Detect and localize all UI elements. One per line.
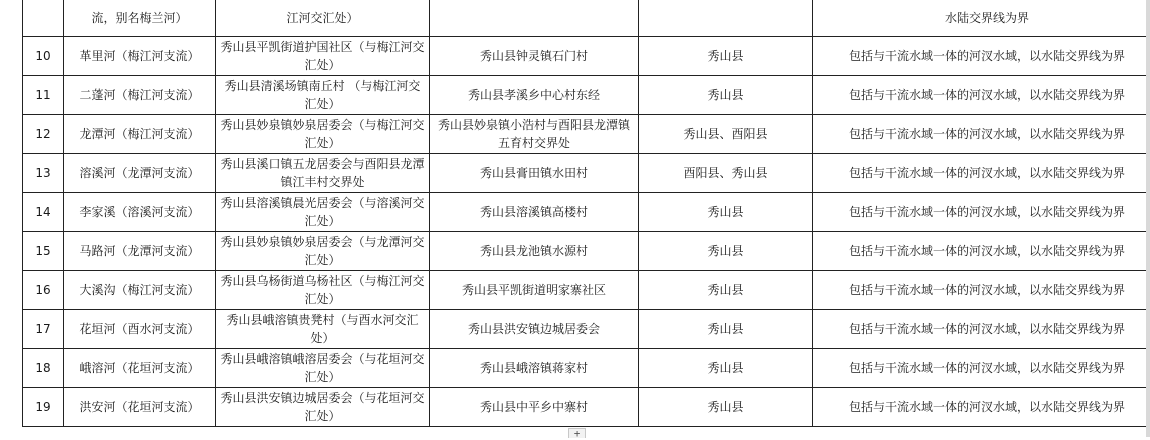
area-cell: 秀山县 — [639, 271, 813, 310]
end-point-cell: 秀山县膏田镇水田村 — [430, 154, 639, 193]
scope-cell: 包括与干流水域一体的河汊水域，以水陆交界线为界 — [813, 232, 1150, 271]
end-point-cell: 秀山县龙池镇水源村 — [430, 232, 639, 271]
scope-cell: 包括与干流水域一体的河汊水域，以水陆交界线为界 — [813, 271, 1150, 310]
end-point-cell — [430, 0, 639, 37]
row-number-cell: 19 — [23, 388, 64, 427]
area-cell: 酉阳县、秀山县 — [639, 154, 813, 193]
scope-cell: 包括与干流水域一体的河汊水域，以水陆交界线为界 — [813, 193, 1150, 232]
table-row — [23, 232, 1150, 271]
table-row — [23, 388, 1150, 427]
area-cell — [639, 0, 813, 37]
start-point-cell: 秀山县溶溪镇晨光居委会（与溶溪河交汇处） — [216, 193, 430, 232]
table-row — [23, 271, 1150, 310]
table-row — [23, 193, 1150, 232]
end-point-cell: 秀山县洪安镇边城居委会 — [430, 310, 639, 349]
river-name-cell: 大溪沟（梅江河支流） — [64, 271, 216, 310]
row-number-cell: 17 — [23, 310, 64, 349]
row-number-cell: 13 — [23, 154, 64, 193]
river-name-cell: 溶溪河（龙潭河支流） — [64, 154, 216, 193]
river-name-cell: 马路河（龙潭河支流） — [64, 232, 216, 271]
scope-cell: 包括与干流水域一体的河汊水域，以水陆交界线为界 — [813, 349, 1150, 388]
scope-cell: 包括与干流水域一体的河汊水域，以水陆交界线为界 — [813, 310, 1150, 349]
table-row — [23, 0, 1150, 37]
add-row-handle[interactable]: + — [568, 428, 586, 438]
start-point-cell: 秀山县清溪场镇南丘村 （与梅江河交汇处） — [216, 76, 430, 115]
river-name-cell: 花垣河（酉水河支流） — [64, 310, 216, 349]
river-name-cell: 流，别名梅兰河） — [64, 0, 216, 37]
row-number-cell: 14 — [23, 193, 64, 232]
scope-cell: 包括与干流水域一体的河汊水域，以水陆交界线为界 — [813, 388, 1150, 427]
river-name-cell: 洪安河（花垣河支流） — [64, 388, 216, 427]
start-point-cell: 秀山县妙泉镇妙泉居委会（与梅江河交汇处） — [216, 115, 430, 154]
table-row — [23, 76, 1150, 115]
start-point-cell: 秀山县妙泉镇妙泉居委会（与龙潭河交汇处） — [216, 232, 430, 271]
end-point-cell: 秀山县钟灵镇石门村 — [430, 37, 639, 76]
start-point-cell: 秀山县洪安镇边城居委会（与花垣河交汇处） — [216, 388, 430, 427]
table-row — [23, 349, 1150, 388]
window-edge — [1146, 0, 1150, 437]
table-row — [23, 310, 1150, 349]
table-row — [23, 154, 1150, 193]
area-cell: 秀山县 — [639, 310, 813, 349]
row-number-cell — [23, 0, 64, 37]
river-boundary-table — [22, 0, 1150, 427]
scope-cell: 包括与干流水域一体的河汊水域，以水陆交界线为界 — [813, 154, 1150, 193]
end-point-cell: 秀山县妙泉镇小浩村与酉阳县龙潭镇五育村交界处 — [430, 115, 639, 154]
start-point-cell: 秀山县乌杨街道乌杨社区（与梅江河交汇处） — [216, 271, 430, 310]
row-number-cell: 15 — [23, 232, 64, 271]
row-number-cell: 10 — [23, 37, 64, 76]
row-number-cell: 18 — [23, 349, 64, 388]
start-point-cell: 秀山县峨溶镇峨溶居委会（与花垣河交汇处） — [216, 349, 430, 388]
start-point-cell: 秀山县溪口镇五龙居委会与酉阳县龙潭镇江丰村交界处 — [216, 154, 430, 193]
start-point-cell: 秀山县峨溶镇贵凳村（与酉水河交汇处） — [216, 310, 430, 349]
end-point-cell: 秀山县孝溪乡中心村东经 — [430, 76, 639, 115]
scope-cell: 包括与干流水域一体的河汊水域，以水陆交界线为界 — [813, 76, 1150, 115]
river-name-cell: 李家溪（溶溪河支流） — [64, 193, 216, 232]
start-point-cell: 江河交汇处） — [216, 0, 430, 37]
area-cell: 秀山县、酉阳县 — [639, 115, 813, 154]
area-cell: 秀山县 — [639, 37, 813, 76]
area-cell: 秀山县 — [639, 349, 813, 388]
area-cell: 秀山县 — [639, 232, 813, 271]
river-name-cell: 龙潭河（梅江河支流） — [64, 115, 216, 154]
river-name-cell: 革里河（梅江河支流） — [64, 37, 216, 76]
scope-cell: 包括与干流水域一体的河汊水域，以水陆交界线为界 — [813, 115, 1150, 154]
river-name-cell: 峨溶河（花垣河支流） — [64, 349, 216, 388]
area-cell: 秀山县 — [639, 193, 813, 232]
area-cell: 秀山县 — [639, 76, 813, 115]
scope-cell: 水陆交界线为界 — [813, 0, 1150, 37]
end-point-cell: 秀山县溶溪镇高楼村 — [430, 193, 639, 232]
table-row — [23, 115, 1150, 154]
river-name-cell: 二蓬河（梅江河支流） — [64, 76, 216, 115]
scope-cell: 包括与干流水域一体的河汊水域，以水陆交界线为界 — [813, 37, 1150, 76]
end-point-cell: 秀山县中平乡中寨村 — [430, 388, 639, 427]
table-row — [23, 37, 1150, 76]
end-point-cell: 秀山县平凯街道明家寨社区 — [430, 271, 639, 310]
row-number-cell: 11 — [23, 76, 64, 115]
area-cell: 秀山县 — [639, 388, 813, 427]
start-point-cell: 秀山县平凯街道护国社区（与梅江河交汇处） — [216, 37, 430, 76]
row-number-cell: 16 — [23, 271, 64, 310]
end-point-cell: 秀山县峨溶镇蒋家村 — [430, 349, 639, 388]
row-number-cell: 12 — [23, 115, 64, 154]
